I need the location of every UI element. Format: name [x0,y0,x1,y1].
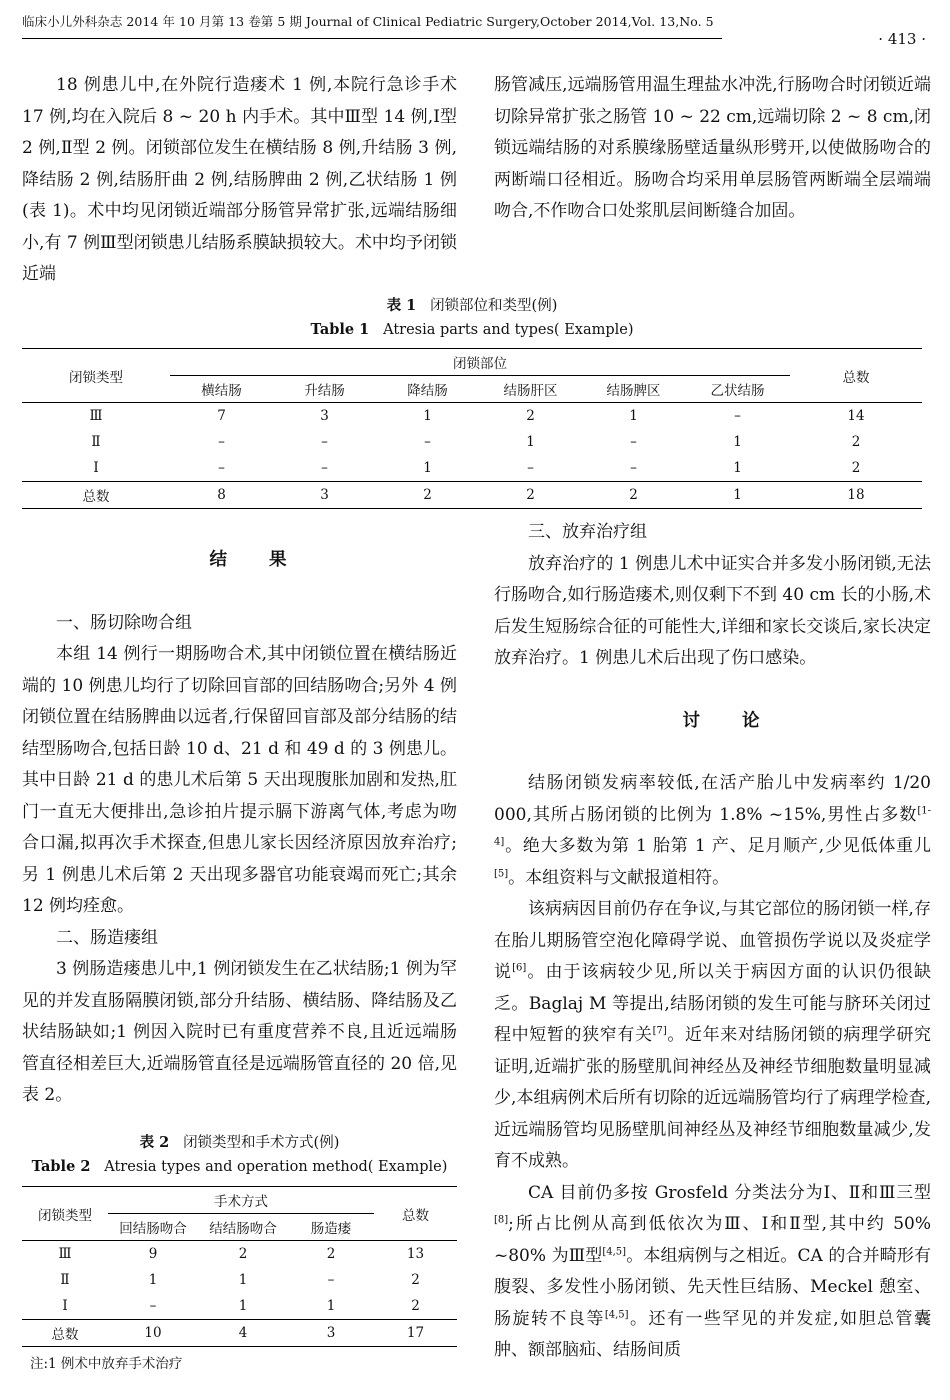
cell: 9 [108,1241,198,1268]
table-row [22,403,922,430]
table2-title: 闭锁类型和手术方式(例) [183,1135,340,1151]
right-top-text [494,70,931,228]
table-row [22,1293,457,1320]
cell: – [327,1272,335,1288]
table1-caption-cn [22,296,922,316]
table-total-row [22,482,922,509]
cell: 2 [198,1241,288,1268]
table-total-row [22,1320,457,1347]
table2-header-type: 闭锁类型 [22,1187,108,1241]
cell: 总数 [22,1320,108,1347]
cell: 7 [170,403,273,430]
cell: Ⅰ [62,1298,68,1314]
cell: 1 [238,1272,248,1288]
table1-label-en: Table 1 [310,321,370,338]
table1-label: 表 1 [386,297,417,314]
paragraph [494,768,931,894]
cell: – [149,1298,157,1314]
citation: [4,5] [604,1308,629,1320]
citation: [6] [512,962,527,974]
cell: 1 [685,482,790,509]
cell: – [630,460,637,476]
cell: 8 [170,482,273,509]
citation: [8] [494,1214,509,1226]
cell: Ⅲ [22,1241,108,1268]
cell: 4 [198,1320,288,1347]
table2-caption-cn [22,1133,457,1153]
table2-label-en: Table 2 [31,1158,91,1175]
cell: 13 [374,1241,457,1268]
cell: – [321,434,328,450]
right-bottom-text [494,517,931,1367]
citation: [1-4] [494,804,931,848]
cell: 3 [288,1320,374,1347]
cell: 2 [851,460,861,476]
table1-subheader: 降结肠 [407,383,448,399]
cell: 1 [733,460,742,476]
citation: [7] [652,1025,667,1037]
cell: 2 [376,482,479,509]
cell: 3 [273,482,376,509]
cell: 1 [326,1298,336,1314]
left-bottom-text [22,545,457,1112]
cell: 1 [582,403,685,430]
paragraph: 3 例肠造瘘患儿中,1 例闭锁发生在乙状结肠;1 例为罕见的并发直肠隔膜闭锁,部分升结肠、横结肠、降结肠及乙状结肠缺如;1 例因入院时已有重度营养不良,且近远端肠管直径相差巨大,近端肠管直径是远端肠管直径的 20 倍,见表 2。 [22,959,457,1105]
cell: 1 [148,1272,158,1288]
cell: 2 [479,482,582,509]
paragraph [494,894,931,1178]
table-row [22,1241,457,1268]
table1-caption-en [22,320,922,340]
text-run: 。绝大多数为第 1 胎第 1 产、足月顺产,少见低体重儿 [504,836,931,856]
cell: 3 [273,403,376,430]
text-run: 。由于该病较少见,所以关于病因方面的认识仍很缺乏。Baglaj M 等提出,结肠闭锁的发生可能与脐环关闭过程中短暂的狭窄有关 [494,962,932,1045]
left-top-text [22,70,457,291]
table2-subheader: 结结肠吻合 [209,1221,277,1237]
citation: [4,5] [602,1245,627,1257]
cell: Ⅱ [60,1272,70,1288]
cell: 2 [479,403,582,430]
table2-header-total: 总数 [374,1187,457,1241]
table-row [22,429,922,455]
table1-header-total: 总数 [790,349,922,403]
cell: 1 [733,434,742,450]
table1-title: 闭锁部位和类型(例) [430,298,558,314]
table1-title-en: Atresia parts and types( Example) [383,322,634,338]
text-run: 。本组病例与之相近。CA 的合并畸形有腹裂、多发性小肠闭锁、先天性巨结肠、Meckel 憩室、肠旋转不良等 [494,1245,932,1329]
subheading: 一、肠切除吻合组 [56,612,192,633]
paragraph: 18 例患儿中,在外院行造瘘术 1 例,本院行急诊手术 17 例,均在入院后 8 ~ 20 h 内手术。其中Ⅲ型 14 例,Ⅰ型 2 例,Ⅱ型 2 例。闭锁部位发生在横结肠 8 例,升结肠 3 例,降结肠 2 例,结肠肝曲 2 例,结肠脾曲 2 例,乙状结肠 1 例(表 1)。术中均见闭锁近端部分肠管异常扩张,远端结肠细小,有 7 例Ⅲ型闭锁患儿结肠系膜缺损较大。术中均予闭锁近端 [22,75,457,284]
cell: 2 [582,482,685,509]
table2-title-en: Atresia types and operation method( Example) [104,1159,448,1175]
section-title-results: 结 果 [209,550,305,570]
cell: 2 [411,1272,420,1288]
table1-header-group: 闭锁部位 [170,349,790,376]
text-run: 该病病因目前仍存在争议,与其它部位的肠闭锁一样,存在胎儿期肠管空泡化障碍学说、血管损伤学说以及炎症学说 [494,899,931,982]
cell: 18 [790,482,922,509]
cell: – [424,434,431,450]
cell: 总数 [22,482,170,509]
header-rule [22,38,722,39]
cell: 17 [374,1320,457,1347]
cell: 2 [288,1241,374,1268]
text-run: CA 目前仍多按 Grosfeld 分类法分为Ⅰ、Ⅱ和Ⅲ三型 [528,1182,931,1203]
cell: 1 [238,1298,248,1314]
text-run: 结肠闭锁发病率较低,在活产胎儿中发病率约 1/20 000,其所占肠闭锁的比例为 1.8% ~15%,男性占多数 [494,773,931,825]
running-header: 临床小儿外科杂志 2014 年 10 月第 13 卷第 5 期 Journal of Clinical Pediatric Surgery,October 2014,Vol. 13,No. 5 [22,14,714,29]
table2-subheader: 回结肠吻合 [119,1221,187,1237]
table2-label: 表 2 [139,1134,170,1151]
table1-subheader: 横结肠 [201,383,242,399]
table1-subheader: 升结肠 [304,383,345,399]
table-row [22,455,922,482]
text-run: 。还有一些罕见的并发症,如胆总管囊肿、额部脑疝、结肠间质 [494,1308,932,1360]
paragraph: 本组 14 例行一期肠吻合术,其中闭锁位置在横结肠近端的 10 例患儿均行了切除回盲部的回结肠吻合;另外 4 例闭锁位置在结肠脾曲以远者,行保留回盲部及部分结肠的结结型肠吻合,包括日龄 10 d、21 d 和 49 d 的 3 例患儿。其中日龄 21 d 的患儿术后第 5 天出现腹胀加剧和发热,肛门一直无大便排出,急诊拍片提示膈下游离气体,考虑为吻合口漏,拟再次手术探查,但患儿家长因经济原因放弃治疗;另 1 例患儿术后第 2 天出现多器官功能衰竭而死亡;其余 12 例均痊愈。 [22,644,457,916]
cell: – [527,460,534,476]
table2 [22,1186,457,1347]
paragraph: 肠管减压,远端肠管用温生理盐水冲洗,行肠吻合时闭锁近端切除异常扩张之肠管 10 ~ 22 cm,远端切除 2 ~ 8 cm,闭锁远端结肠的对系膜缘肠壁适量纵形劈开,以使做肠吻合的两断端口径相近。肠吻合均采用单层肠管两断端全层端端吻合,不作吻合口处浆肌层间断缝合加固。 [494,75,931,221]
cell: – [218,434,225,450]
text-run: 。近年来对结肠闭锁的病理学研究证明,近端扩张的肠壁肌间神经丛及神经节细胞数量明显减少,本组病例术后所有切除的近远端肠管均行了病理学检查,近远端肠管均见肠壁肌间神经丛及神经节细胞数量减少,发育不成熟。 [494,1025,932,1171]
table1-subheader: 结肠脾区 [606,383,661,399]
subheading: 三、放弃治疗组 [528,522,647,542]
cell: 1 [526,434,535,450]
cell: – [685,403,790,430]
cell: 10 [108,1320,198,1347]
subheading: 二、肠造瘘组 [56,927,158,948]
cell: – [630,434,637,450]
table1-subheader: 结肠肝区 [503,383,558,399]
paragraph: 放弃治疗的 1 例患儿术中证实合并多发小肠闭锁,无法行肠吻合,如行肠造瘘术,则仅剩下不到 40 cm 长的小肠,术后发生短肠综合征的可能性大,详细和家长交谈后,家长决定放弃治疗。1 例患儿术后出现了伤口感染。 [494,553,931,668]
cell: 14 [790,403,922,430]
table1-header-type: 闭锁类型 [22,349,170,403]
table2-note: 注:1 例术中放弃手术治疗 [30,1356,183,1372]
cell: 2 [851,434,861,450]
table2-caption-en [22,1157,457,1177]
section-title-discussion: 讨 论 [682,710,778,731]
citation: [5] [494,867,509,879]
cell: – [218,460,225,476]
cell: Ⅲ [22,403,170,430]
table1-subheader: 乙状结肠 [710,383,765,399]
table2-header-group: 手术方式 [108,1187,374,1214]
cell: 1 [423,460,432,476]
cell: 1 [376,403,479,430]
cell: Ⅱ [91,434,101,450]
text-run: 。本组资料与文献报道相符。 [508,867,730,888]
cell: – [321,460,328,476]
table1 [22,348,922,509]
text-run: ;所占比例从高到低依次为Ⅲ、Ⅰ和Ⅱ型,其中约 50% ~80% 为Ⅲ型 [494,1214,931,1266]
table2-subheader: 肠造瘘 [310,1221,352,1237]
cell: Ⅰ [93,460,99,476]
table-row [22,1267,457,1293]
page-number: · 413 · [878,30,926,48]
paragraph [494,1178,931,1367]
cell: 2 [411,1298,420,1314]
